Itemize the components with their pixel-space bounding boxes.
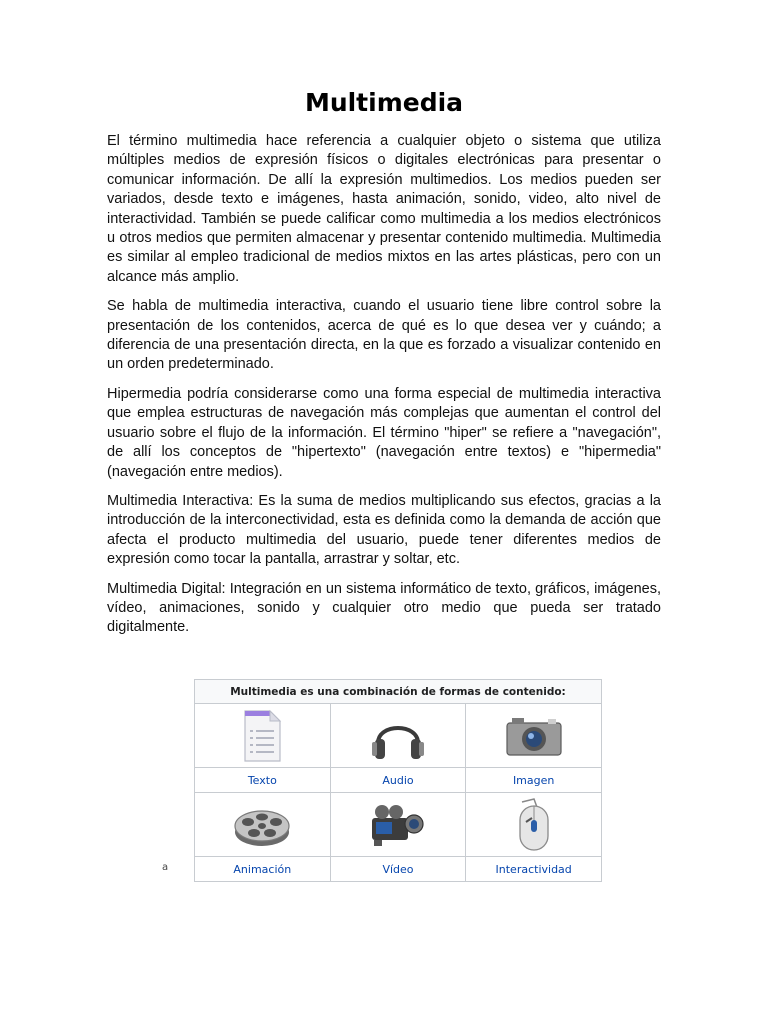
- icon-row: [195, 704, 602, 768]
- paragraph-3: Hipermedia podría considerarse como una forma especial de multimedia interactiva que emplea estructuras de navegación más complejas que aumentan el control del usuario sobre el flujo de la información. El término "hiper" se refiere a "navegación", de allí los conceptos de "hipertexto" (navegación entre textos) e "hipermedia" (navegación entre medios).: [107, 385, 661, 480]
- body-text: [107, 132, 661, 648]
- video-camera-icon: [331, 800, 466, 850]
- paragraph-2: Se habla de multimedia interactiva, cuando el usuario tiene libre control sobre la presentación de los contenidos, acerca de qué es lo que desea ver y cuándo; a diferencia de una presentación directa, en la que es forzado a visualizar contenido en un orden predeterminado.: [107, 298, 661, 373]
- paragraph-4: Multimedia Interactiva: Es la suma de medios multiplicando sus efectos, gracias a la introducción de la interconectividad, esta es definida como la demanda de acción que afecta el producto multimedia del usuario, puede tener diferentes medios de expresión como tocar la pantalla, arrastrar y soltar, etc.: [107, 492, 661, 568]
- icon-cell-video[interactable]: [330, 793, 466, 857]
- camera-icon: [466, 713, 601, 759]
- label-row: [195, 857, 602, 882]
- document-icon: [195, 708, 330, 764]
- icon-row: [195, 793, 602, 857]
- label-imagen[interactable]: Imagen: [466, 768, 602, 793]
- icon-cell-texto[interactable]: [195, 704, 331, 768]
- label-animacion[interactable]: Animación: [195, 857, 331, 882]
- media-table: [194, 679, 602, 882]
- icon-cell-audio[interactable]: [330, 704, 466, 768]
- table-caption: Multimedia es una combinación de formas de contenido:: [195, 680, 602, 704]
- stray-mark: a: [162, 862, 169, 873]
- label-video[interactable]: Vídeo: [330, 857, 466, 882]
- paragraph-1: El término multimedia hace referencia a cualquier objeto o sistema que utiliza múltiples medios de expresión físicos o digitales electrónicas para presentar o comunicar información. De allí la expresión multimedios. Los medios pueden ser variados, desde texto e imágenes, hasta animación, sonido, video, alto nivel de interactividad. También se puede calificar como multimedia a los medios electrónicos u otros medios que permiten almacenar y presentar contenido multimedia. Multimedia es similar al empleo tradicional de medios mixtos en las artes plásticas, pero con un alcance más amplio.: [107, 133, 661, 285]
- film-reel-icon: [195, 800, 330, 850]
- icon-cell-imagen[interactable]: [466, 704, 602, 768]
- label-row: [195, 768, 602, 793]
- label-texto[interactable]: Texto: [195, 768, 331, 793]
- icon-cell-animacion[interactable]: [195, 793, 331, 857]
- label-interactividad[interactable]: Interactividad: [466, 857, 602, 882]
- headphones-icon: [331, 711, 466, 761]
- page-title: Multimedia: [304, 88, 464, 117]
- icon-cell-interactividad[interactable]: [466, 793, 602, 857]
- label-audio[interactable]: Audio: [330, 768, 466, 793]
- paragraph-5: Multimedia Digital: Integración en un sistema informático de texto, gráficos, imágenes, vídeo, animaciones, sonido y cualquier otro medio que pueda ser tratado digitalmente.: [107, 580, 661, 636]
- mouse-icon: [466, 796, 601, 854]
